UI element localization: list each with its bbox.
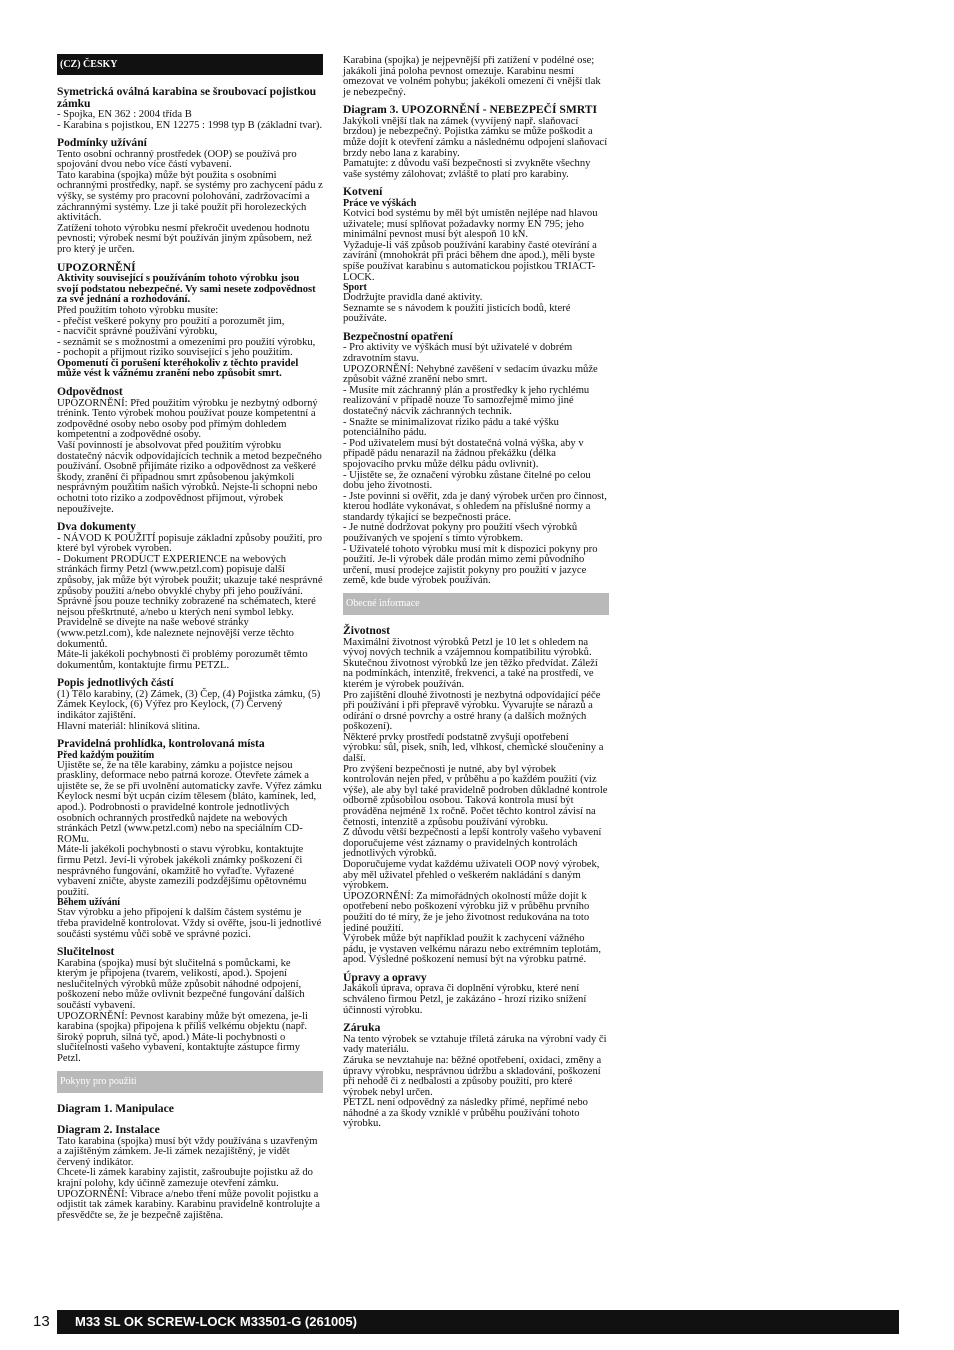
subheading: Práce ve výškách: [343, 197, 417, 209]
paragraph: Tato karabina (spojka) může být použita s osobními ochrannými prostředky, např. se systémy pro zachycení pádu z výšky, se systémy pro pracovní polohování, zadržovacími a záchrannými systémy. Lze ji také použít při horolezeckých aktivitách.: [57, 169, 323, 224]
paragraph: Tato karabina (spojka) musí být vždy používána s uzavřeným a zajištěným zámkem. Je-li zámek nezajištěný, je vidět červený indikátor.: [57, 1135, 318, 1168]
paragraph: Chcete-li zámek karabiny zajistit, zašroubujte pojistku až do krajní polohy, kdy účinně zamezuje otevření zámku.: [57, 1167, 313, 1189]
general-info-bar: Obecné informace: [343, 593, 609, 615]
paragraph: - Snažte se minimalizovat riziko pádu a také výšku potenciálního pádu.: [343, 416, 559, 439]
section-heading: Záruka: [343, 1021, 381, 1035]
section-body: [57, 690, 323, 732]
paragraph: Tento osobní ochranný prostředek (OOP) se používá pro spojování dvou nebo více částí vybavení.: [57, 148, 297, 171]
paragraph: - pochopit a přijmout riziko související s jeho použitím.: [57, 347, 293, 359]
paragraph: Pamatujte: z důvodu vaší bezpečnosti si zvykněte všechny vaše systémy zálohovat; zvláště to platí pro karabiny.: [343, 158, 591, 180]
paragraph: Kotvicí bod systému by měl být umístěn nejlépe nad hlavou uživatele; musí splňovat požadavky normy EN 795; jeho minimální pevnost musí být alespoň 10 kN.: [343, 207, 598, 241]
section-body: [57, 534, 323, 672]
paragraph: UPOZORNĚNÍ: Nehybné zavěšení v sedacím úvazku může způsobit vážné zranění nebo smrt.: [343, 363, 598, 386]
paragraph: Karabina (spojka) musí být slučitelná s pomůckami, ke kterým je připojena (tvarem, velikostí, apod.). Spojení neslučitelných výrobků může způsobit náhodné odpojení, poškození nebo může ovlivnit bezpečné fungování dalších součástí vybavení.: [57, 957, 305, 1012]
section-heading: Dva dokumenty: [57, 520, 136, 534]
paragraph: Zatížení tohoto výrobku nesmí překročit uvedenou hodnotu pevnosti; výrobek nesmí být používán jiným způsobem, než pro který je určen.: [57, 222, 312, 256]
paragraph: - nacvičit správné používání výrobku,: [57, 326, 218, 338]
paragraph: Máte-li jakékoli pochybnosti o stavu výrobku, kontaktujte firmu Petzl. Jeví-li výrobek jakékoli známky poškození či nesprávného fungování, okamžitě ho vyřaďte. Vyřazené vybavení zničte, abyste zamezili podzdějšímu opětovnému použití.: [57, 844, 307, 898]
paragraph: UPOZORNĚNÍ: Před použitím výrobku je nezbytný odborný trénink. Tento výrobek mohou používat pouze kompetentní a zodpovědné osoby nebo osoby pod přímým dohledem kompetentní a zodpovědné osoby.: [57, 397, 318, 441]
paragraph: Pro zvýšení bezpečnosti je nutné, aby byl výrobek kontrolován nejen před, v průběhu a po každém použití (viz výše), ale aby byl také pravidelně podroben důkladné kontrole odborně způsobilou osobou. Taková kontrola musí být prováděna nejméně 1x ročně. Počet těchto kontrol závisí na četnosti, intenzitě a způsobu používání výrobku.: [343, 763, 608, 828]
paragraph: Jakákoli úprava, oprava či doplnění výrobku, které není schváleno firmou Petzl, je zakázáno - hrozí riziko snížení účinnosti výrobku.: [343, 983, 587, 1016]
paragraph: Doporučujeme vydat každému uživateli OOP nový výrobek, aby měl uživatel přehled o veškerém nakládání s daným výrobkem.: [343, 859, 600, 892]
section-heading: Podmínky užívání: [57, 136, 147, 150]
section-body: [57, 306, 323, 359]
section-body: [57, 399, 323, 516]
paragraph: UPOZORNĚNÍ: Vibrace a/nebo tření může povolit pojistku a odjistit tak zámek karabiny. Karabinu pravidelně kontrolujte a přesvědčte se, že je bezpečně zajištěna.: [57, 1188, 320, 1221]
paragraph: - seznámit se s možnostmi a omezeními pro použití výrobku,: [57, 336, 316, 348]
warning-intro: Aktivity související s používáním tohoto výrobku jsou svojí podstatou nebezpečné. Vy sami nesete zodpovědnost za své jednání a rozhodování.: [57, 273, 316, 306]
section-heading: Pravidelná prohlídka, kontrolovaná místa: [57, 737, 265, 751]
subheading: Sport: [343, 282, 367, 294]
paragraph: - Spojka, EN 362 : 2004 třída B: [57, 109, 192, 120]
section-heading: Slučitelnost: [57, 945, 115, 959]
paragraph: - Ujistěte se, že označení výrobku zůstane čitelné po celou dobu jeho životnosti.: [343, 469, 591, 492]
paragraph: Vaší povinností je absolvovat před použitím výrobku dostatečný nácvik odpovídajících technik a metod bezpečného používání. Osobně přijímáte riziko a odpovědnost za veškeré škody, zranění či případnou smrt způsobenou jakýmkoli nesprávným použitím našich výrobků. Nejste-li schopni nebo ochotni toto riziko a zodpovědnost přijmout, výrobek nepoužívejte.: [57, 439, 322, 515]
paragraph: Vyžaduje-li váš způsob používání karabiny časté otevírání a zavírání (mnohokrát při práci během dne apod.), měli byste spíše používat karabinu s automatickou pojistkou TRIACT-LOCK.: [343, 239, 597, 283]
diagram-2-heading: Diagram 2. Instalace: [57, 1123, 160, 1137]
product-title: Symetrická oválná karabina se šroubovací pojistkou zámku: [57, 85, 317, 110]
paragraph: - Dokument PRODUCT EXPERIENCE na webových stránkách firmy Petzl (www.petzl.com) popisuje další způsoby, jak může být výrobek použit; ukazuje také nesprávné způsoby použití a/nebo obvyklé chyby při jeho používání. Správné jsou pouze techniky zobrazené na schématech, které nejsou přeškrtnuté, a/nebo u kterých není symbol lebky. Pravidelně se dívejte na naše webové stránky (www.petzl.com), kde naleznete nejnovější verze těchto dokumentů.: [57, 553, 323, 650]
section-heading: Diagram 3. UPOZORNĚNÍ - NEBEZPEČÍ SMRTI: [343, 103, 598, 117]
section-body: [343, 209, 609, 283]
paragraph: Pro zajištění dlouhé životnosti je nezbytná odpovídající péče při používání i při přepravě výrobku. Vyvarujte se nárazů a odírání o drsné povrchy a ostré hrany (a dalších možných poškození).: [343, 689, 601, 733]
section-body: [343, 343, 609, 587]
paragraph: - Je nutné dodržovat pokyny pro použití všech výrobků používaných ve spojení s tímto výrobkem.: [343, 522, 578, 545]
left-column: [57, 54, 323, 1221]
paragraph: Ujistěte se, že na těle karabiny, zámku a pojistce nejsou praskliny, deformace nebo patrná koroze. Otevřete zámek a ujistěte se, že se při uvolnění automaticky zavře. Výřez zámku Keylock nesmí být ucpán cizím tělesem (bláto, kamínek, led, apod.). Podrobnosti o pravidelné kontrole jednotlivých osobních ochranných prostředků najdete na webových stránkách Petzl (www.petzl.com) nebo na speciálním CD-ROMu.: [57, 759, 322, 845]
warning-outro: Opomenutí či porušení kteréhokoliv z těchto pravidel může vést k vážnému zranění nebo způsobit smrt.: [57, 357, 299, 380]
paragraph: Seznamte se s návodem k použití jisticích bodů, které používáte.: [343, 302, 571, 325]
section-body: [343, 984, 609, 1016]
paragraph: Stav výrobku a jeho připojení k dalším částem systému je třeba pravidelně kontrolovat. Vždy si ověřte, jsou-li jednotlivé součásti systému vůči sobě ve správné pozici.: [57, 907, 322, 940]
section-heading: UPOZORNĚNÍ: [57, 260, 136, 274]
paragraph: Dodržujte pravidla dané aktivity.: [343, 292, 483, 304]
paragraph: Před použitím tohoto výrobku musíte:: [57, 304, 219, 316]
section-heading: Kotvení: [343, 185, 383, 199]
section-heading: Popis jednotlivých částí: [57, 676, 174, 690]
paragraph: - přečíst veškeré pokyny pro použití a porozumět jim,: [57, 315, 285, 327]
subheading: Během užívání: [57, 897, 121, 909]
paragraph: - NÁVOD K POUŽITÍ popisuje základní způsoby použití, pro které byl výrobek vyroben.: [57, 532, 323, 555]
paragraph: - Pro aktivity ve výškách musí být uživatelé v dobrém zdravotním stavu.: [343, 342, 573, 364]
paragraph: Maximální životnost výrobků Petzl je 10 let s ohledem na vývoj nových technik a vzájemnou kompatibilitu výrobků. Skutečnou životnost výrobků lze jen těžko předvídat. Záleží na podmínkách, intenzitě, frekvenci, a také na prostředí, ve kterém je výrobek používán.: [343, 636, 598, 690]
paragraph: Z důvodu větší bezpečnosti a lepší kontroly vašeho vybavení doporučujeme vést záznamy o pravidelných kontrolách jednotlivých výrobků.: [343, 827, 602, 860]
section-body: [343, 117, 609, 181]
section-heading: Úpravy a opravy: [343, 970, 427, 984]
paragraph: UPOZORNĚNÍ: Za mimořádných okolností může dojít k opotřebení nebo poškození výrobku již v průběhu prvního použití do té míry, že je jeho životnost redukována na toto jediné použití.: [343, 890, 590, 934]
section-body: [57, 150, 323, 256]
section-body: [57, 908, 323, 940]
paragraph: (1) Tělo karabiny, (2) Zámek, (3) Čep, (4) Pojistka zámku, (5) Zámek Keylock, (6) Výřez pro Keylock, (7) Červený indikátor zajištění.: [57, 688, 321, 721]
section-body: [343, 638, 609, 966]
paragraph: Záruka se nevztahuje na: běžné opotřebení, oxidaci, změny a úpravy výrobku, nesprávnou údržbu a skladování, poškození při nehodě či z nedbalosti a způsoby použití, pro které výrobek nebyl určen.: [343, 1054, 602, 1098]
section-heading: Životnost: [343, 624, 391, 638]
page-number: 13: [33, 1313, 50, 1330]
section-heading: Bezpečnostní opatření: [343, 329, 453, 343]
section-body: [343, 293, 609, 325]
section-body: [57, 1137, 323, 1222]
right-column: [343, 56, 609, 1130]
instructions-bar: Pokyny pro použití: [57, 1071, 323, 1093]
standards-list: [57, 110, 323, 131]
paragraph: Máte-li jakékoli pochybnosti či problémy porozumět těmto dokumentům, kontaktujte firmu PETZL.: [57, 649, 308, 671]
subheading: Před každým použitím: [57, 749, 155, 761]
paragraph: UPOZORNĚNÍ: Pevnost karabiny může být omezena, je-li karabina (spojka) připojena k příliš velkému objektu (např. široký popruh, silná tyč, apod.) Máte-li pochybnosti o slučitelnosti vašeho vybavení, kontaktujte zástupce firmy Petzl.: [57, 1010, 308, 1065]
page-footer: [0, 1310, 954, 1334]
paragraph: Jakýkoli vnější tlak na zámek (vyvíjený např. slaňovací brzdou) je nebezpečný. Pojistka zámku se může poškodit a může dojít k otevření zámku a následnému odpojení slaňovací brzdy nebo lana z karabiny.: [343, 115, 608, 159]
paragraph: Na tento výrobek se vztahuje tříletá záruka na výrobní vady či vady materiálu.: [343, 1033, 607, 1056]
paragraph: Hlavní materiál: hliníková slitina.: [57, 720, 200, 732]
paragraph: Výrobek může být například použit k zachycení vážného pádu, je vystaven velkému nárazu nebo extrémním teplotám, apod. Výsledné poškození nemusí být na výrobku patrné.: [343, 933, 601, 966]
paragraph: Některé prvky prostředí podstatně zvyšují opotřebení výrobku: sůl, písek, sníh, led, vlhkost, chemické sloučeniny a další.: [343, 731, 604, 765]
paragraph: - Jste povinni si ověřit, zda je daný výrobek určen pro činnost, kterou hodláte vykonávat, s ohledem na příslušné normy a standardy týkající se bezpečnosti práce.: [343, 490, 607, 523]
document-reference: M33 SL OK SCREW-LOCK M33501-G (261005): [57, 1310, 899, 1334]
section-body: [57, 761, 323, 899]
intro-paragraph: Karabina (spojka) je nejpevnější při zatížení v podélné ose; jakákoli jiná poloha pevnost omezuje. Karabinu nesmí omezovat ve volném pohybu; jakékoli omezení či vnější tlak je nebezpečný.: [343, 55, 601, 98]
section-body: [57, 959, 323, 1065]
paragraph: - Musíte mít záchranný plán a prostředky k jeho rychlému realizování v případě nouze To samozřejmě mimo jiné dostatečný nácvik záchranných technik.: [343, 384, 590, 417]
language-header: (CZ) ČESKY: [57, 54, 323, 75]
paragraph: PETZL není odpovědný za následky přímé, nepřímé nebo náhodné a za škody vzniklé v průběhu používání tohoto výrobku.: [343, 1097, 588, 1130]
paragraph: - Pod uživatelem musí být dostatečná volná výška, aby v případě pádu nenarazil na žádnou překážku (délka spojovacího prvku může délku pádu ovlivnit).: [343, 437, 584, 470]
section-body: [343, 1035, 609, 1130]
diagram-1-heading: Diagram 1. Manipulace: [57, 1101, 174, 1115]
paragraph: - Karabina s pojistkou, EN 12275 : 1998 typ B (základní tvar).: [57, 119, 323, 131]
paragraph: - Uživatelé tohoto výrobku musí mít k dispozici pokyny pro použití. Je-li výrobek dále prodán mimo zemi původního určení, musí prodejce zajistit pokyny pro použití v jazyce země, kde bude výrobek používán.: [343, 543, 598, 587]
section-heading: Odpovědnost: [57, 385, 123, 399]
